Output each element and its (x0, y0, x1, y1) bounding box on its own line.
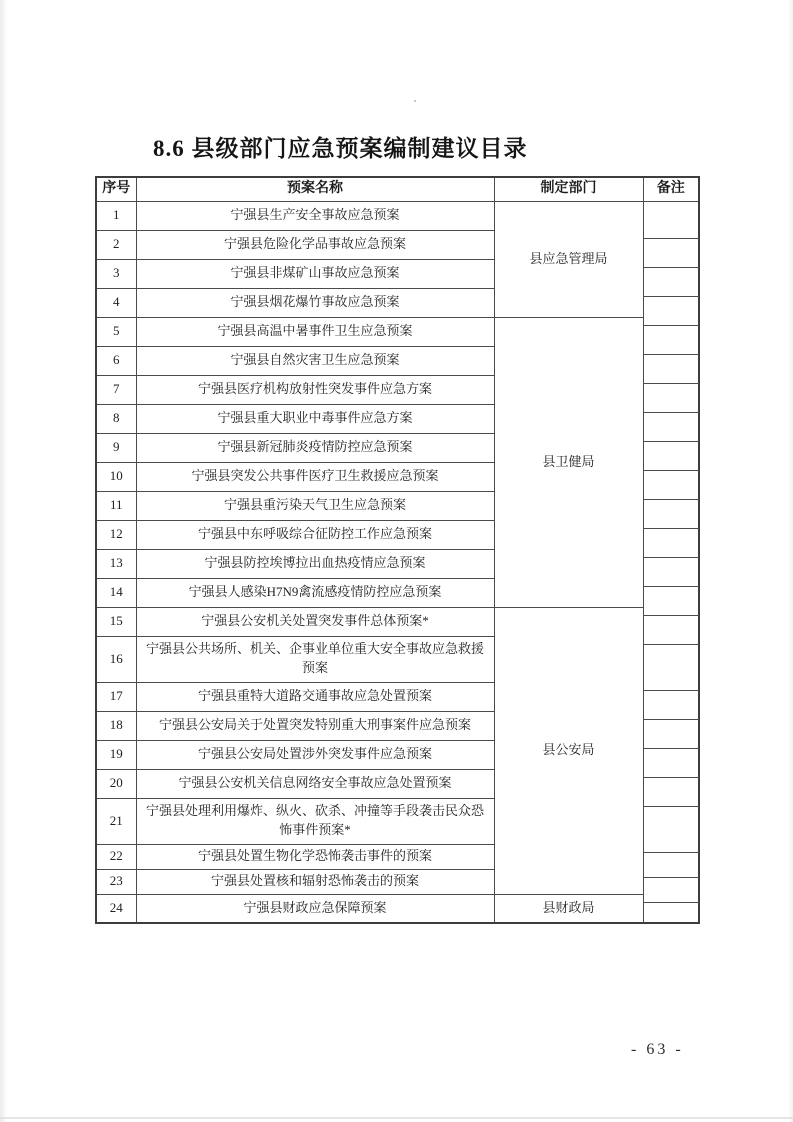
remark-cell (643, 433, 699, 462)
table-row (96, 201, 699, 230)
table-header-row (96, 177, 699, 201)
remark-cell (643, 869, 699, 894)
remark-cell (643, 549, 699, 578)
emergency-plan-catalog-table (95, 176, 700, 924)
column-header-0: 序号 (96, 177, 136, 201)
remark-cell (643, 346, 699, 375)
table-body (96, 201, 699, 923)
row-number: 2 (96, 230, 136, 259)
department-cell: 县公安局 (494, 607, 643, 894)
row-number: 8 (96, 404, 136, 433)
scan-edge-right (788, 0, 793, 1122)
remark-cell (643, 844, 699, 869)
plan-name: 宁强县重特大道路交通事故应急处置预案 (136, 682, 494, 711)
row-number: 16 (96, 636, 136, 682)
row-number: 13 (96, 549, 136, 578)
remark-cell (643, 520, 699, 549)
plan-name: 宁强县处置核和辐射恐怖袭击的预案 (136, 869, 494, 894)
plan-name: 宁强县自然灾害卫生应急预案 (136, 346, 494, 375)
row-number: 20 (96, 769, 136, 798)
department-cell: 县应急管理局 (494, 201, 643, 317)
plan-name: 宁强县公共场所、机关、企事业单位重大安全事故应急救援预案 (136, 636, 494, 682)
remark-cell (643, 740, 699, 769)
page-number: - 63 - (631, 1041, 684, 1058)
remark-cell (643, 288, 699, 317)
department-cell: 县财政局 (494, 894, 643, 923)
remark-cell (643, 317, 699, 346)
plan-name: 宁强县危险化学品事故应急预案 (136, 230, 494, 259)
scan-edge-bottom (0, 1117, 793, 1119)
department-cell: 县卫健局 (494, 317, 643, 607)
column-header-3: 备注 (643, 177, 699, 201)
plan-name: 宁强县中东呼吸综合征防控工作应急预案 (136, 520, 494, 549)
row-number: 18 (96, 711, 136, 740)
row-number: 6 (96, 346, 136, 375)
row-number: 3 (96, 259, 136, 288)
plan-name: 宁强县重大职业中毒事件应急方案 (136, 404, 494, 433)
plan-name: 宁强县处置生物化学恐怖袭击事件的预案 (136, 844, 494, 869)
plan-name: 宁强县烟花爆竹事故应急预案 (136, 288, 494, 317)
remark-cell (643, 636, 699, 682)
row-number: 5 (96, 317, 136, 346)
column-header-1: 预案名称 (136, 177, 494, 201)
scan-speck-artifact (414, 100, 416, 102)
remark-cell (643, 375, 699, 404)
plan-name: 宁强县医疗机构放射性突发事件应急方案 (136, 375, 494, 404)
table-row (96, 317, 699, 346)
row-number: 14 (96, 578, 136, 607)
plan-name: 宁强县非煤矿山事故应急预案 (136, 259, 494, 288)
plan-name: 宁强县生产安全事故应急预案 (136, 201, 494, 230)
row-number: 24 (96, 894, 136, 923)
plan-name: 宁强县新冠肺炎疫情防控应急预案 (136, 433, 494, 462)
table-header (96, 177, 699, 201)
remark-cell (643, 201, 699, 230)
row-number: 9 (96, 433, 136, 462)
row-number: 19 (96, 740, 136, 769)
row-number: 7 (96, 375, 136, 404)
plan-name: 宁强县处理利用爆炸、纵火、砍杀、冲撞等手段袭击民众恐怖事件预案* (136, 798, 494, 844)
row-number: 21 (96, 798, 136, 844)
plan-name: 宁强县公安机关处置突发事件总体预案* (136, 607, 494, 636)
table-row (96, 607, 699, 636)
row-number: 23 (96, 869, 136, 894)
remark-cell (643, 798, 699, 844)
plan-name: 宁强县公安局处置涉外突发事件应急预案 (136, 740, 494, 769)
remark-cell (643, 682, 699, 711)
remark-cell (643, 230, 699, 259)
section-title: 8.6 县级部门应急预案编制建议目录 (153, 136, 528, 161)
remark-cell (643, 607, 699, 636)
plan-name: 宁强县公安机关信息网络安全事故应急处置预案 (136, 769, 494, 798)
row-number: 22 (96, 844, 136, 869)
row-number: 10 (96, 462, 136, 491)
plan-name: 宁强县人感染H7N9禽流感疫情防控应急预案 (136, 578, 494, 607)
row-number: 15 (96, 607, 136, 636)
plan-name: 宁强县财政应急保障预案 (136, 894, 494, 923)
column-header-2: 制定部门 (494, 177, 643, 201)
remark-cell (643, 894, 699, 923)
plan-name: 宁强县高温中暑事件卫生应急预案 (136, 317, 494, 346)
row-number: 12 (96, 520, 136, 549)
remark-cell (643, 462, 699, 491)
plan-name: 宁强县防控埃博拉出血热疫情应急预案 (136, 549, 494, 578)
table-row (96, 894, 699, 923)
row-number: 1 (96, 201, 136, 230)
plan-name: 宁强县公安局关于处置突发特别重大刑事案件应急预案 (136, 711, 494, 740)
scan-edge-left (0, 0, 7, 1122)
row-number: 11 (96, 491, 136, 520)
row-number: 17 (96, 682, 136, 711)
plan-name: 宁强县重污染天气卫生应急预案 (136, 491, 494, 520)
row-number: 4 (96, 288, 136, 317)
remark-cell (643, 578, 699, 607)
remark-cell (643, 259, 699, 288)
remark-cell (643, 491, 699, 520)
plan-name: 宁强县突发公共事件医疗卫生救援应急预案 (136, 462, 494, 491)
remark-cell (643, 769, 699, 798)
remark-cell (643, 711, 699, 740)
remark-cell (643, 404, 699, 433)
